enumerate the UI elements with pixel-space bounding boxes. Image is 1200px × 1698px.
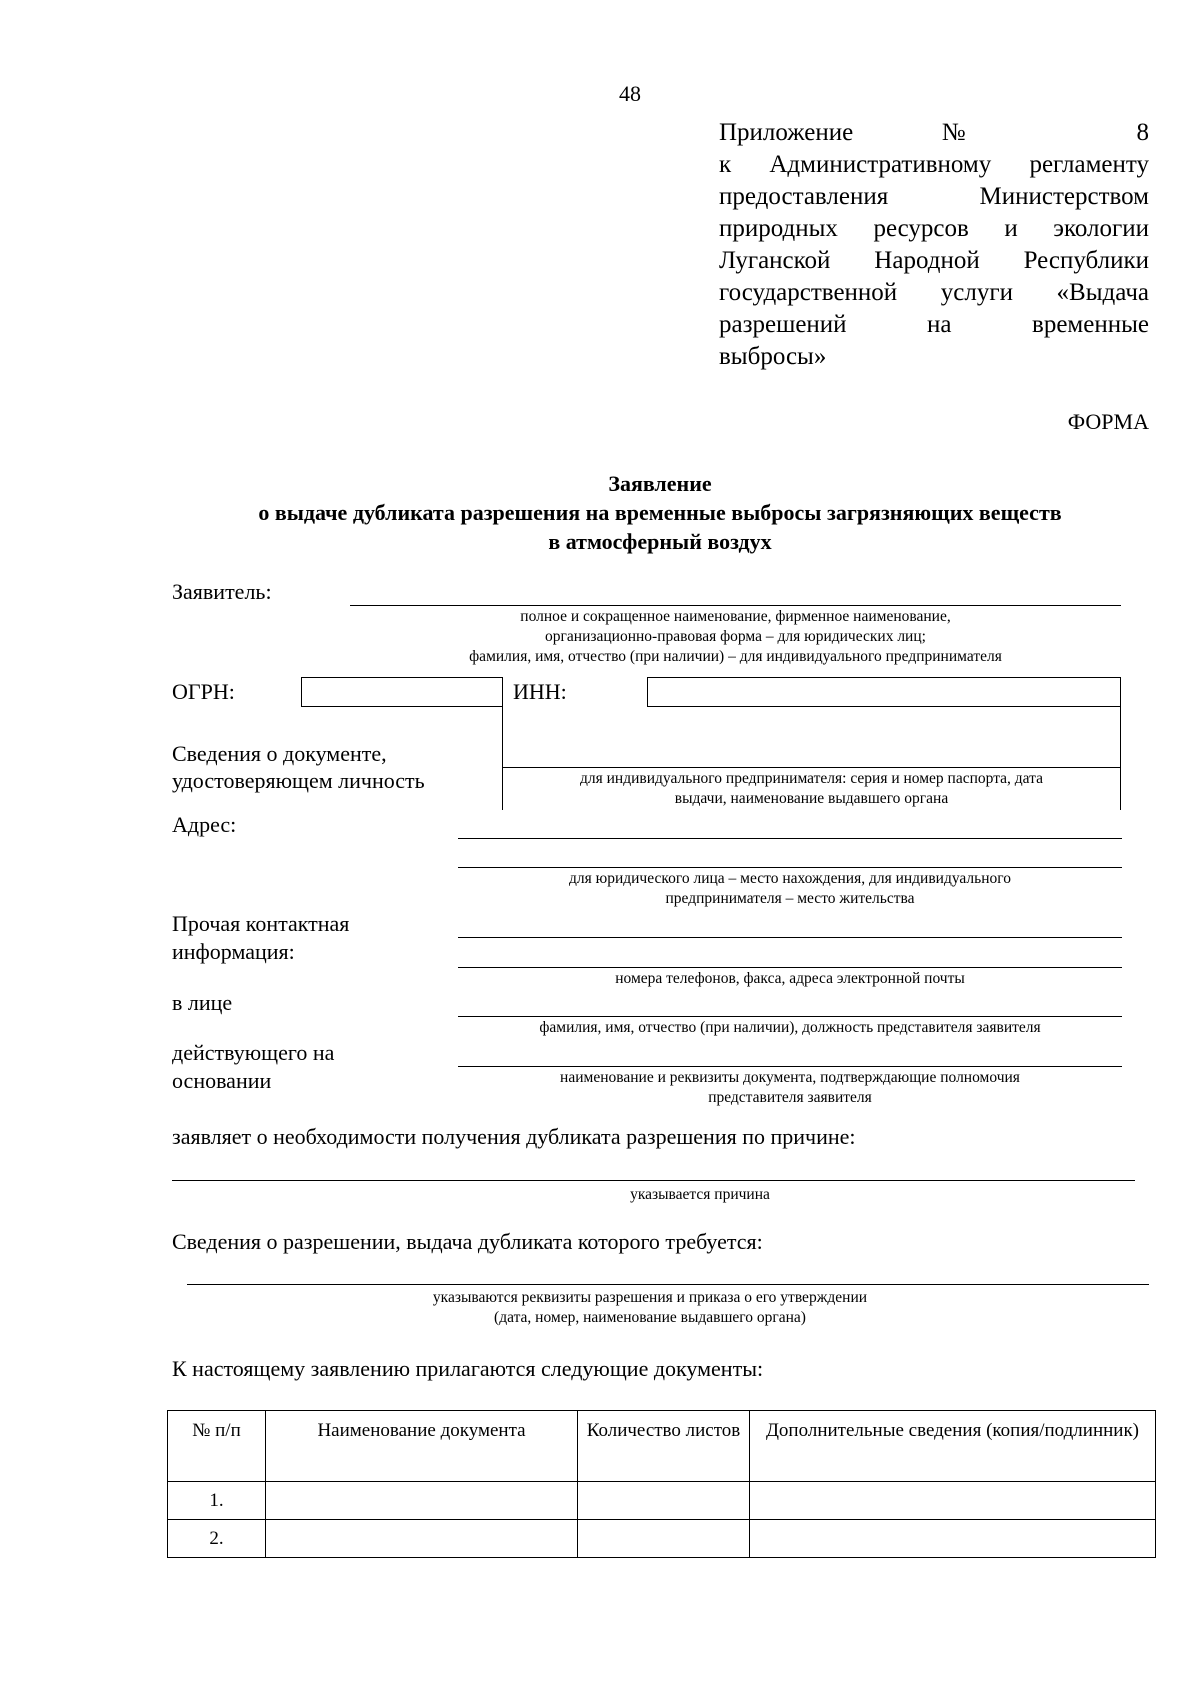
contacts-label-1: Прочая контактная xyxy=(172,911,350,936)
permit-info-hint-1: указываются реквизиты разрешения и приказа о его утверждении xyxy=(432,1289,868,1306)
identity-label-1: Сведения о документе, xyxy=(172,741,387,766)
applicant-label: Заявитель: xyxy=(172,579,272,604)
representative-hint: фамилия, имя, отчество (при наличии), должность представителя заявителя xyxy=(539,1019,1041,1036)
appendix-line: предоставления Министерством xyxy=(719,183,1149,210)
appendix-line: природных ресурсов и экологии xyxy=(719,215,1149,242)
table-row xyxy=(168,1482,1156,1520)
address-label: Адрес: xyxy=(172,812,237,837)
identity-hint-2: выдачи, наименование выдавшего органа xyxy=(674,790,949,807)
appendix-line: Луганской Народной Республики xyxy=(719,247,1149,274)
ogrn-field[interactable] xyxy=(301,677,503,707)
permit-info-label: Сведения о разрешении, выдача дубликата которого требуется: xyxy=(172,1229,763,1254)
applicant-hint-1: полное и сокращенное наименование, фирменное наименование, xyxy=(520,608,951,625)
appendix-line: к Административному регламенту xyxy=(719,151,1149,178)
appendix-block xyxy=(719,117,1149,373)
address-hint-1: для юридического лица – место нахождения, для индивидуального xyxy=(569,870,1011,887)
representative-label: в лице xyxy=(172,990,233,1015)
permit-info-hint-2: (дата, номер, наименование выдавшего органа) xyxy=(494,1309,806,1326)
address-hint-2: предпринимателя – место жительства xyxy=(665,890,915,907)
basis-label-2: основании xyxy=(172,1068,272,1093)
basis-input-line[interactable] xyxy=(458,1066,1122,1067)
form-label: ФОРМА xyxy=(1067,409,1149,434)
contacts-input-line-1[interactable] xyxy=(458,937,1122,938)
inn-label: ИНН: xyxy=(513,679,567,704)
contacts-input-line-2[interactable] xyxy=(458,967,1122,968)
permit-info-input-line[interactable] xyxy=(187,1284,1149,1285)
reason-label: заявляет о необходимости получения дубликата разрешения по причине: xyxy=(172,1124,856,1149)
appendix-line: государственной услуги «Выдача xyxy=(719,279,1149,306)
title-line-2: о выдаче дубликата разрешения на временные выбросы загрязняющих веществ xyxy=(258,500,1062,525)
representative-input-line[interactable] xyxy=(458,1016,1122,1017)
ogrn-label: ОГРН: xyxy=(172,679,235,704)
row-number-cell: 2. xyxy=(168,1520,266,1558)
page-number: 48 xyxy=(619,81,641,106)
column-header-sheet-count: Количество листов xyxy=(578,1411,750,1482)
title-line-1: Заявление xyxy=(608,471,712,496)
applicant-hint-3: фамилия, имя, отчество (при наличии) – для индивидуального предпринимателя xyxy=(469,648,1002,665)
applicant-input-line[interactable] xyxy=(350,605,1121,606)
address-input-line-1[interactable] xyxy=(458,838,1122,839)
basis-hint-1: наименование и реквизиты документа, подтверждающие полномочия xyxy=(560,1069,1020,1086)
reason-input-line[interactable] xyxy=(172,1180,1135,1181)
contacts-hint: номера телефонов, факса, адреса электронной почты xyxy=(615,970,965,987)
contacts-label-2: информация: xyxy=(172,939,295,964)
basis-hint-2: представителя заявителя xyxy=(708,1089,872,1106)
attachments-label: К настоящему заявлению прилагаются следующие документы: xyxy=(172,1356,764,1381)
document-name-cell[interactable] xyxy=(266,1482,578,1520)
identity-label-2: удостоверяющем личность xyxy=(172,768,425,793)
column-header-document-name: Наименование документа xyxy=(266,1411,578,1482)
identity-input-line[interactable] xyxy=(502,767,1121,768)
inn-field[interactable] xyxy=(647,677,1121,707)
title-line-3: в атмосферный воздух xyxy=(548,529,772,554)
appendix-line: выбросы» xyxy=(719,343,827,370)
address-input-line-2[interactable] xyxy=(458,867,1122,868)
column-header-additional-info: Дополнительные сведения (копия/подлинник) xyxy=(750,1411,1156,1482)
reason-hint: указывается причина xyxy=(630,1186,770,1203)
column-header-number: № п/п xyxy=(168,1411,266,1482)
basis-label-1: действующего на xyxy=(172,1040,335,1065)
document-name-cell[interactable] xyxy=(266,1520,578,1558)
attachments-table xyxy=(167,1410,1156,1558)
additional-info-cell[interactable] xyxy=(750,1520,1156,1558)
applicant-hint-2: организационно-правовая форма – для юридических лиц; xyxy=(545,628,926,645)
additional-info-cell[interactable] xyxy=(750,1482,1156,1520)
table-row xyxy=(168,1520,1156,1558)
identity-hint-1: для индивидуального предпринимателя: серия и номер паспорта, дата xyxy=(580,770,1043,787)
appendix-line: разрешений на временные xyxy=(719,311,1149,338)
sheet-count-cell[interactable] xyxy=(578,1482,750,1520)
appendix-line: Приложение № 8 xyxy=(719,119,1149,146)
row-number-cell: 1. xyxy=(168,1482,266,1520)
sheet-count-cell[interactable] xyxy=(578,1520,750,1558)
table-header-row xyxy=(168,1411,1156,1482)
